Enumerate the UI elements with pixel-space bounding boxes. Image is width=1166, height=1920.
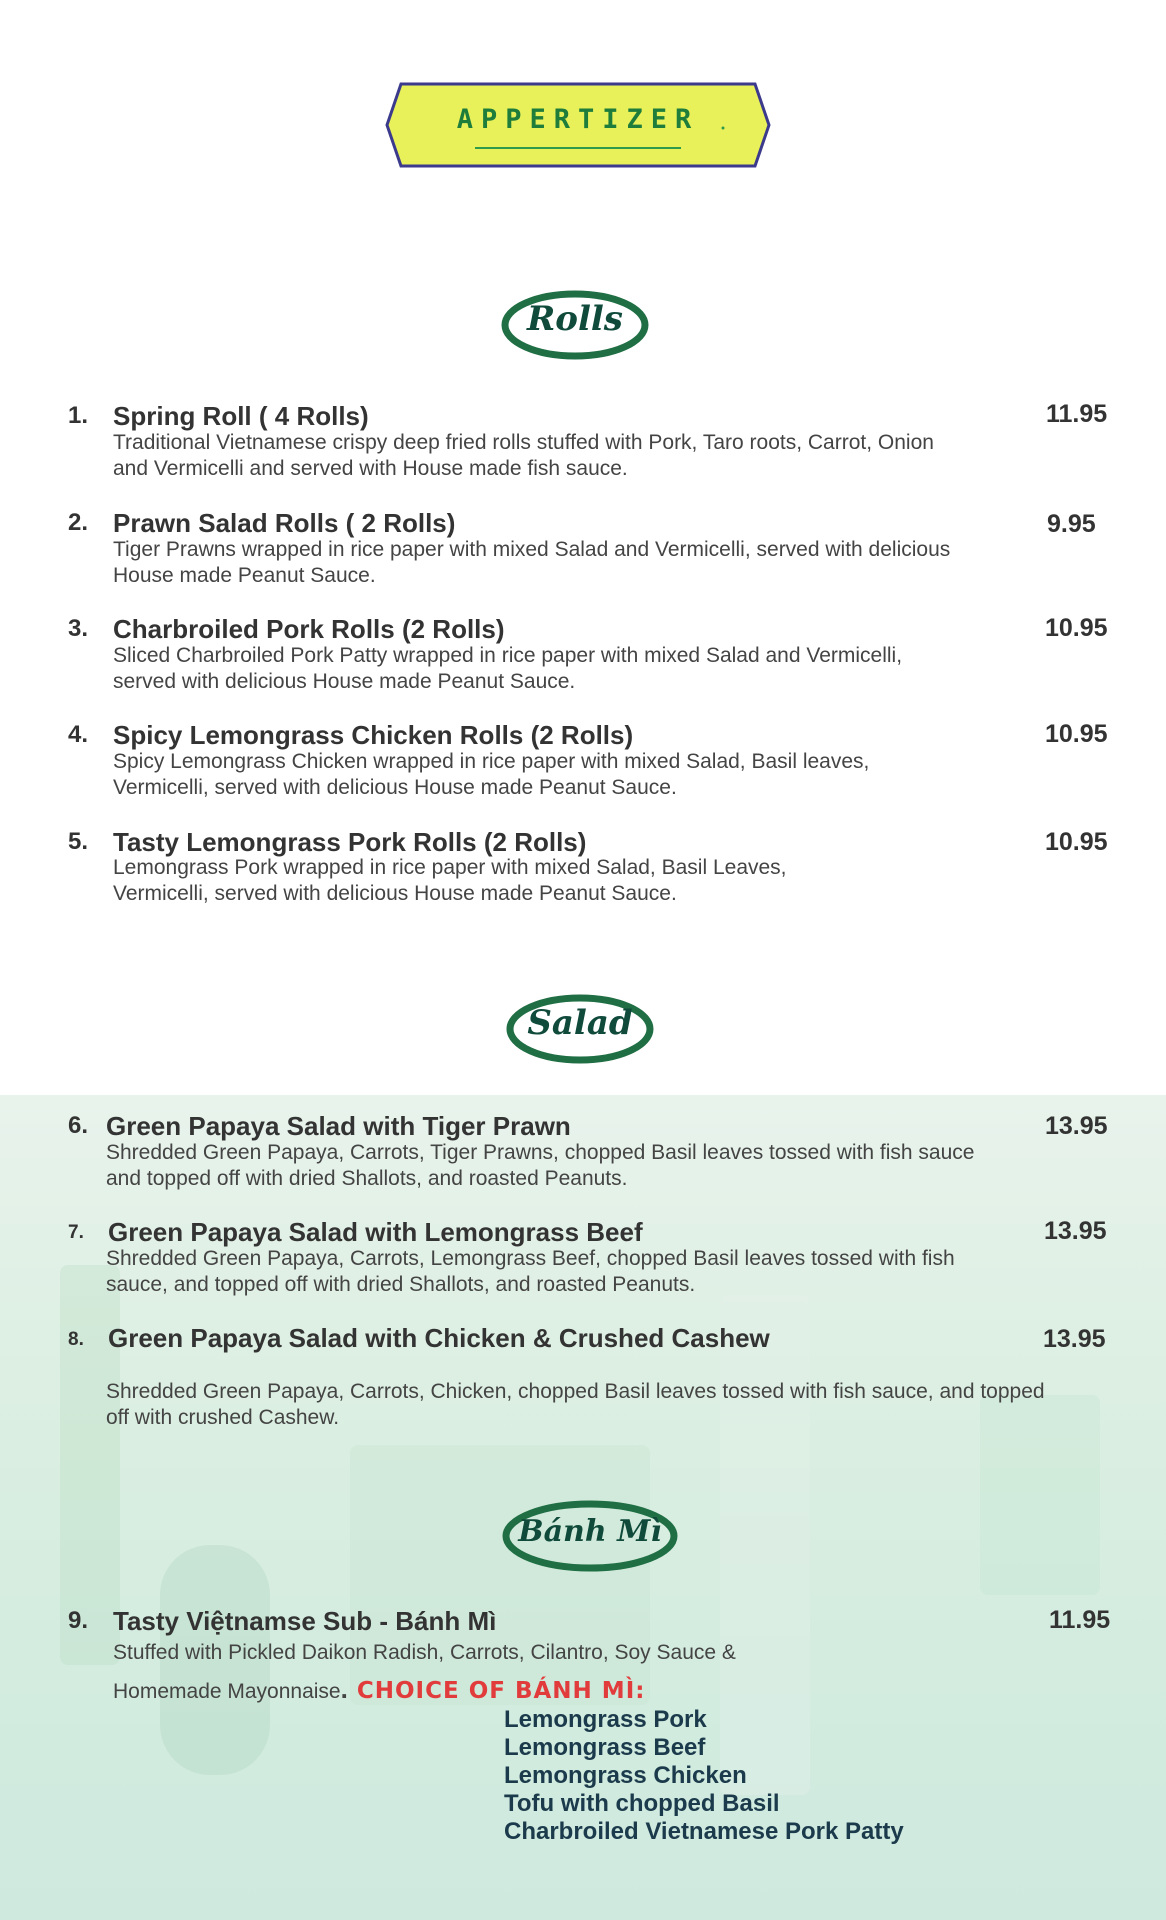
item-description: Shredded Green Papaya, Carrots, Chicken, chopped Basil leaves tossed with fish sauce, and topped off with crushed Cashew. [106,1380,1045,1429]
item-number: 9. [68,1607,89,1634]
item-title: Green Papaya Salad with Tiger Prawn [106,1111,571,1141]
item-number: 4. [68,721,89,748]
item-price: 9.95 [1047,510,1096,538]
rolls-badge [500,283,650,361]
item-title: Tasty Lemongrass Pork Rolls (2 Rolls) [113,827,587,857]
item-title: Charbroiled Pork Rolls (2 Rolls) [113,614,505,644]
item-number: 1. [68,402,89,429]
item-price: 10.95 [1045,828,1108,856]
description-period: . [340,1674,348,1704]
item-number: 8. [68,1329,84,1350]
item-price: 11.95 [1046,400,1108,428]
item-description-line2: Homemade Mayonnaise [113,1680,341,1703]
item-title: Tasty Việtnamse Sub - Bánh Mì [113,1606,497,1636]
item-description: Shredded Green Papaya, Carrots, Tiger Prawns, chopped Basil leaves tossed with fish sauce and topped off with dried Shallots, and roasted Peanuts. [106,1141,975,1190]
item-title: Spring Roll ( 4 Rolls) [113,401,369,431]
item-description: Shredded Green Papaya, Carrots, Lemongrass Beef, chopped Basil leaves tossed with fish sauce, and topped off with dried Shallots, and roasted Peanuts. [106,1247,955,1296]
item-description: Lemongrass Pork wrapped in rice paper with mixed Salad, Basil Leaves, Vermicelli, served with delicious House made Peanut Sauce. [113,856,787,905]
item-description-line1: Stuffed with Pickled Daikon Radish, Carrots, Cilantro, Soy Sauce & [113,1641,736,1664]
item-price: 10.95 [1045,720,1108,748]
choice-label: CHOICE OF BÁNH MÌ: [347,1678,646,1704]
item-price: 13.95 [1044,1217,1107,1245]
item-title: Green Papaya Salad with Lemongrass Beef [108,1217,643,1247]
item-title: Prawn Salad Rolls ( 2 Rolls) [113,508,456,538]
item-price: 10.95 [1045,614,1108,642]
item-title: Green Papaya Salad with Chicken & Crushed Cashew [108,1323,770,1353]
choice-item: Lemongrass Chicken [504,1762,747,1789]
banner-title: APPERTIZER [456,104,700,135]
item-description: Tiger Prawns wrapped in rice paper with mixed Salad and Vermicelli, served with delicious House made Peanut Sauce. [113,538,951,587]
rolls-heading: Rolls [527,299,623,339]
item-description: Traditional Vietnamese crispy deep fried rolls stuffed with Pork, Taro roots, Carrot, Onion and Vermicelli and served with House made fish sauce. [113,431,934,480]
item-price: 13.95 [1043,1325,1106,1353]
item-number: 2. [68,509,89,536]
banhmi-choices-list [504,1706,904,1846]
banhmi-heading: Bánh Mì [518,1514,662,1549]
item-number: 6. [68,1112,89,1139]
salad-badge [505,985,655,1065]
choice-item: Lemongrass Pork [504,1706,707,1733]
appetizer-banner [385,82,771,168]
item-price: 13.95 [1045,1112,1108,1140]
choice-item: Charbroiled Vietnamese Pork Patty [504,1818,904,1845]
item-description [113,1635,1013,1710]
item-title: Spicy Lemongrass Chicken Rolls (2 Rolls) [113,720,634,750]
item-price: 11.95 [1049,1606,1111,1634]
item-description: Spicy Lemongrass Chicken wrapped in rice paper with mixed Salad, Basil leaves, Vermicelli, served with delicious House made Peanut Sauce. [113,750,870,799]
item-number: 3. [68,615,89,642]
item-number: 5. [68,828,89,855]
choice-item: Lemongrass Beef [504,1734,706,1761]
banhmi-badge [500,1490,680,1576]
item-description: Sliced Charbroiled Pork Patty wrapped in rice paper with mixed Salad and Vermicelli, served with delicious House made Peanut Sauce. [113,644,903,693]
item-number: 7. [68,1222,84,1243]
salad-heading: Salad [527,1003,633,1043]
choice-item: Tofu with chopped Basil [504,1790,780,1817]
